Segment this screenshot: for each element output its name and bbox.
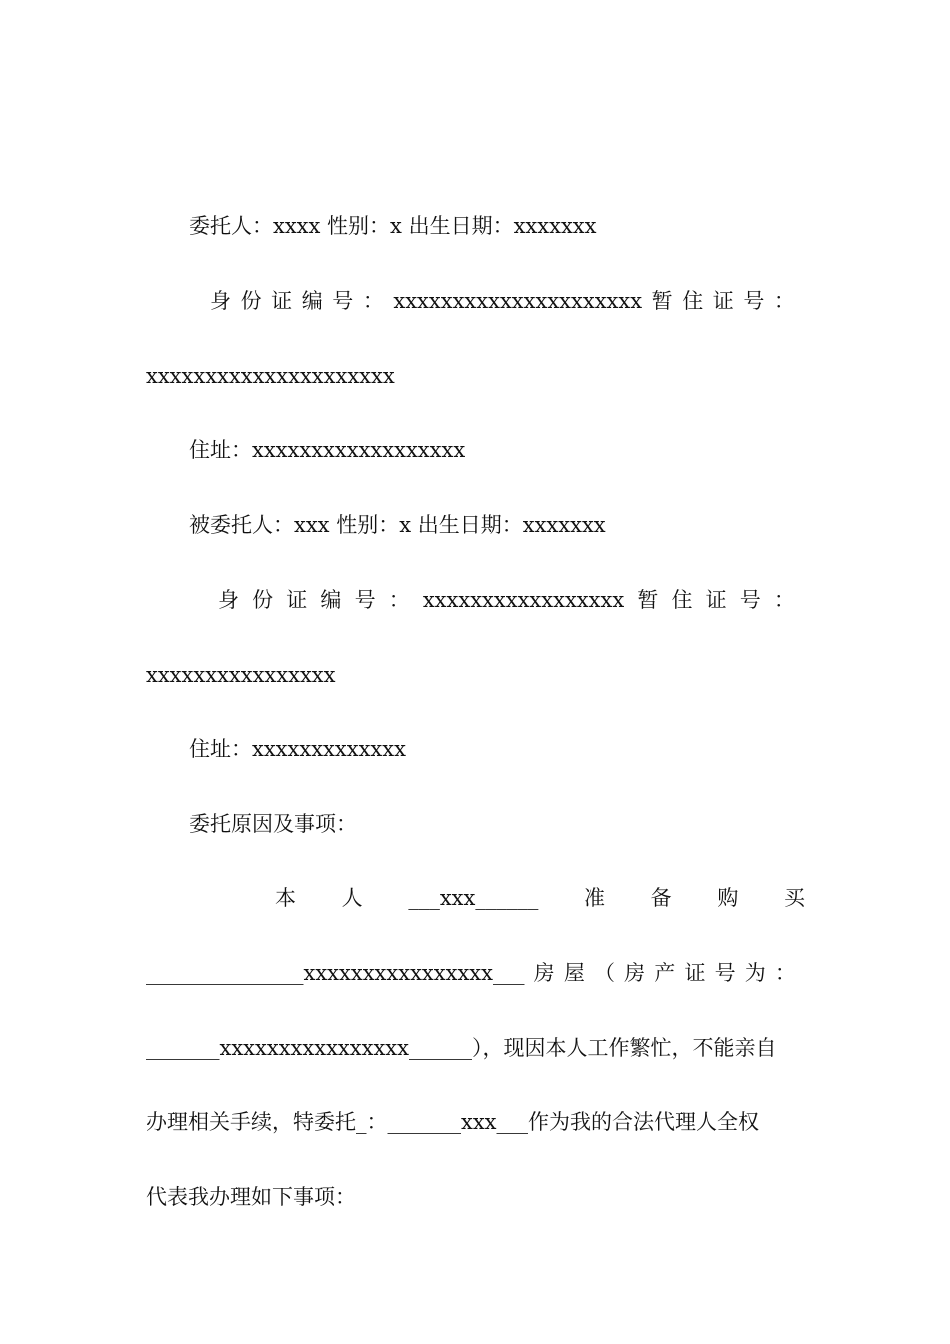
id-number: xxxxxxxxxxxxxxxxxxxxx [393,289,643,313]
text-char: 号 [332,289,354,313]
blank-field: ___xxx______ [408,886,539,910]
principal-address: 住址：xxxxxxxxxxxxxxxxxx [189,438,466,462]
text-char: 房 [533,961,555,985]
body-line-5: 代表我办理如下事项： [146,1185,356,1209]
text-char: 本 [275,886,296,910]
text-char: 份 [240,289,262,313]
text-char: 号 [714,961,736,985]
text-char: ： [388,588,410,612]
text-char: 号 [354,588,376,612]
text-char: 住 [671,588,693,612]
text-char: ： [773,289,795,313]
agent-id-line [218,585,795,615]
agent-info: 被委托人：xxx 性别：x 出生日期：xxxxxxx [189,513,606,537]
body-line-4: 办理相关手续，特委托_：_______xxx___作为我的合法代理人全权 [146,1110,760,1134]
text-char: 人 [341,886,363,910]
text-char: 备 [650,886,672,910]
text-char: 房 [624,961,646,985]
text-char: 住 [682,289,704,313]
text-char: 为 [744,961,766,985]
text-char: 身 [210,289,231,313]
text-char: 购 [717,886,739,910]
agent-address: 住址：xxxxxxxxxxxxx [189,737,406,761]
text-char: 屋 [563,961,585,985]
text-char: 证 [712,289,734,313]
agent-residence-permit: xxxxxxxxxxxxxxxx [146,663,336,687]
principal-id-line [210,286,795,316]
text-char: 证 [286,588,308,612]
body-line-3: _______xxxxxxxxxxxxxxxx______），现因本人工作繁忙，不能亲自 [146,1036,777,1060]
text-char: 证 [705,588,727,612]
principal-residence-permit: xxxxxxxxxxxxxxxxxxxxx [146,364,395,388]
blank-field: _______________xxxxxxxxxxxxxxxx___ [146,961,525,985]
text-char: 准 [584,886,605,910]
text-char: 号 [743,289,765,313]
text-char: 编 [320,588,342,612]
text-char: 编 [301,289,323,313]
body-line-2 [146,958,796,988]
text-char: 买 [783,886,805,910]
body-line-1 [275,883,805,913]
text-char: 证 [271,289,293,313]
text-char: 暂 [637,588,659,612]
principal-info: 委托人：xxxx 性别：x 出生日期：xxxxxxx [189,214,597,238]
text-char: 份 [252,588,274,612]
section-heading: 委托原因及事项： [189,812,357,836]
text-char: 产 [654,961,676,985]
text-char: 证 [684,961,706,985]
text-char: 号 [739,588,761,612]
text-char: ： [773,588,795,612]
id-number: xxxxxxxxxxxxxxxxx [422,588,625,612]
text-char: 暂 [651,289,673,313]
text-char: ： [362,289,384,313]
text-char: ： [774,961,796,985]
text-char: 身 [218,588,239,612]
text-char: （ [593,961,615,985]
